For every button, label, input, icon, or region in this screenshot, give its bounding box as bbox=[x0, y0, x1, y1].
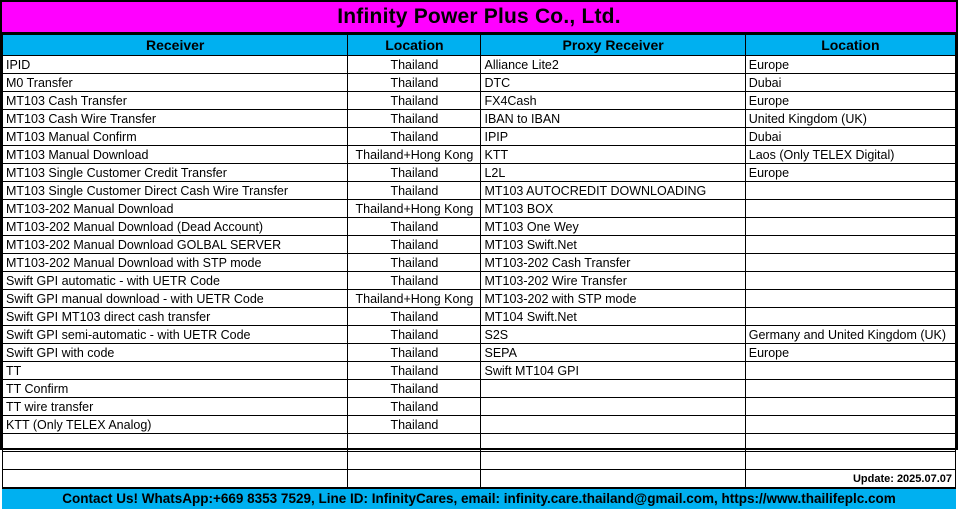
table-cell: Thailand bbox=[348, 398, 481, 416]
table-cell bbox=[745, 272, 955, 290]
table-cell bbox=[3, 470, 348, 488]
table-cell: MT103-202 Manual Download with STP mode bbox=[3, 254, 348, 272]
table-cell bbox=[481, 452, 745, 470]
table-cell: Thailand+Hong Kong bbox=[348, 290, 481, 308]
table-row bbox=[3, 56, 956, 74]
table-cell: MT103-202 Wire Transfer bbox=[481, 272, 745, 290]
table-cell: MT103-202 with STP mode bbox=[481, 290, 745, 308]
table-row bbox=[3, 326, 956, 344]
column-header-location-2: Location bbox=[745, 35, 955, 56]
table-cell: FX4Cash bbox=[481, 92, 745, 110]
table-row bbox=[3, 254, 956, 272]
services-table bbox=[2, 34, 956, 488]
table-row bbox=[3, 164, 956, 182]
table-cell: Thailand bbox=[348, 74, 481, 92]
table-cell: MT103 Swift.Net bbox=[481, 236, 745, 254]
table-cell: Thailand bbox=[348, 164, 481, 182]
column-header-location-1: Location bbox=[348, 35, 481, 56]
table-row bbox=[3, 416, 956, 434]
table-row bbox=[3, 290, 956, 308]
table-cell bbox=[481, 380, 745, 398]
table-row bbox=[3, 344, 956, 362]
table-cell bbox=[745, 434, 955, 452]
table-cell: IPID bbox=[3, 56, 348, 74]
table-cell: Dubai bbox=[745, 128, 955, 146]
table-cell: Alliance Lite2 bbox=[481, 56, 745, 74]
table-cell: Thailand bbox=[348, 92, 481, 110]
page-title: Infinity Power Plus Co., Ltd. bbox=[2, 2, 956, 34]
table-cell: Europe bbox=[745, 164, 955, 182]
table-cell: MT103 Single Customer Direct Cash Wire Transfer bbox=[3, 182, 348, 200]
table-cell: Swift GPI MT103 direct cash transfer bbox=[3, 308, 348, 326]
table-cell bbox=[745, 416, 955, 434]
table-cell: Swift GPI semi-automatic - with UETR Code bbox=[3, 326, 348, 344]
table-cell: Europe bbox=[745, 92, 955, 110]
table-cell: MT103-202 Cash Transfer bbox=[481, 254, 745, 272]
table-cell: United Kingdom (UK) bbox=[745, 110, 955, 128]
table-cell: TT Confirm bbox=[3, 380, 348, 398]
table-cell: Thailand bbox=[348, 362, 481, 380]
table-cell: MT103-202 Manual Download bbox=[3, 200, 348, 218]
table-row bbox=[3, 380, 956, 398]
table-cell bbox=[745, 254, 955, 272]
table-cell: MT103 BOX bbox=[481, 200, 745, 218]
table-cell: MT103 Manual Confirm bbox=[3, 128, 348, 146]
table-cell: Thailand bbox=[348, 218, 481, 236]
table-cell: MT104 Swift.Net bbox=[481, 308, 745, 326]
table-cell: Dubai bbox=[745, 74, 955, 92]
table-cell: M0 Transfer bbox=[3, 74, 348, 92]
column-header-proxy-receiver: Proxy Receiver bbox=[481, 35, 745, 56]
table-cell: S2S bbox=[481, 326, 745, 344]
table-cell: MT103 Cash Transfer bbox=[3, 92, 348, 110]
table-row bbox=[3, 200, 956, 218]
table-row bbox=[3, 92, 956, 110]
table-cell: MT103-202 Manual Download GOLBAL SERVER bbox=[3, 236, 348, 254]
table-cell: Thailand bbox=[348, 128, 481, 146]
table-row bbox=[3, 128, 956, 146]
table-cell: Germany and United Kingdom (UK) bbox=[745, 326, 955, 344]
table-cell bbox=[745, 308, 955, 326]
table-cell: KTT bbox=[481, 146, 745, 164]
table-cell bbox=[3, 452, 348, 470]
table-cell bbox=[745, 218, 955, 236]
table-cell: Thailand bbox=[348, 416, 481, 434]
table-cell: IPIP bbox=[481, 128, 745, 146]
table-cell: Thailand bbox=[348, 56, 481, 74]
table-cell bbox=[348, 470, 481, 488]
column-header-receiver: Receiver bbox=[3, 35, 348, 56]
table-cell: MT103 AUTOCREDIT DOWNLOADING bbox=[481, 182, 745, 200]
table-cell: Swift GPI manual download - with UETR Code bbox=[3, 290, 348, 308]
table-row bbox=[3, 236, 956, 254]
table-cell bbox=[481, 434, 745, 452]
table-cell: Thailand bbox=[348, 272, 481, 290]
table-cell bbox=[348, 452, 481, 470]
table-cell: MT103-202 Manual Download (Dead Account) bbox=[3, 218, 348, 236]
table-row bbox=[3, 308, 956, 326]
table-cell: Thailand bbox=[348, 326, 481, 344]
update-note: Update: 2025.07.07 bbox=[745, 470, 955, 488]
table-cell: Thailand bbox=[348, 182, 481, 200]
table-cell: MT103 One Wey bbox=[481, 218, 745, 236]
table-row bbox=[3, 434, 956, 452]
table-cell: Laos (Only TELEX Digital) bbox=[745, 146, 955, 164]
table-cell: Thailand+Hong Kong bbox=[348, 146, 481, 164]
table-cell bbox=[348, 434, 481, 452]
table-row bbox=[3, 74, 956, 92]
table-cell: Swift GPI automatic - with UETR Code bbox=[3, 272, 348, 290]
table-row bbox=[3, 182, 956, 200]
table-cell bbox=[745, 182, 955, 200]
table-cell bbox=[745, 236, 955, 254]
table-row bbox=[3, 452, 956, 470]
table-cell bbox=[745, 200, 955, 218]
table-cell bbox=[481, 416, 745, 434]
table-cell: Swift GPI with code bbox=[3, 344, 348, 362]
table-cell bbox=[481, 470, 745, 488]
table-cell: Thailand bbox=[348, 344, 481, 362]
table-cell bbox=[745, 452, 955, 470]
table-cell bbox=[3, 434, 348, 452]
table-row bbox=[3, 362, 956, 380]
table-cell: Thailand bbox=[348, 308, 481, 326]
services-table-wrapper bbox=[2, 34, 956, 488]
table-cell: Thailand bbox=[348, 380, 481, 398]
table-cell: Thailand bbox=[348, 236, 481, 254]
table-cell: TT bbox=[3, 362, 348, 380]
table-row bbox=[3, 470, 956, 488]
table-row bbox=[3, 218, 956, 236]
contact-footer: Contact Us! WhatsApp:+669 8353 7529, Line ID: InfinityCares, email: infinity.care.thailand@gmail.com, https://www.thailifeplc.com bbox=[2, 488, 956, 509]
table-cell: Europe bbox=[745, 344, 955, 362]
table-cell: DTC bbox=[481, 74, 745, 92]
table-cell bbox=[745, 398, 955, 416]
table-cell bbox=[745, 290, 955, 308]
table-cell: IBAN to IBAN bbox=[481, 110, 745, 128]
table-cell: MT103 Manual Download bbox=[3, 146, 348, 164]
table-cell: TT wire transfer bbox=[3, 398, 348, 416]
table-cell bbox=[481, 398, 745, 416]
table-cell: Thailand bbox=[348, 254, 481, 272]
table-cell: MT103 Single Customer Credit Transfer bbox=[3, 164, 348, 182]
table-cell: L2L bbox=[481, 164, 745, 182]
table-header-row bbox=[3, 35, 956, 56]
table-row bbox=[3, 398, 956, 416]
table-cell: MT103 Cash Wire Transfer bbox=[3, 110, 348, 128]
table-cell: Thailand bbox=[348, 110, 481, 128]
table-cell: Europe bbox=[745, 56, 955, 74]
table-cell: SEPA bbox=[481, 344, 745, 362]
table-cell: Swift MT104 GPI bbox=[481, 362, 745, 380]
table-row bbox=[3, 146, 956, 164]
table-cell bbox=[745, 362, 955, 380]
table-cell: KTT (Only TELEX Analog) bbox=[3, 416, 348, 434]
table-cell: Thailand+Hong Kong bbox=[348, 200, 481, 218]
table-cell bbox=[745, 380, 955, 398]
table-row bbox=[3, 272, 956, 290]
table-row bbox=[3, 110, 956, 128]
table-body bbox=[3, 56, 956, 488]
